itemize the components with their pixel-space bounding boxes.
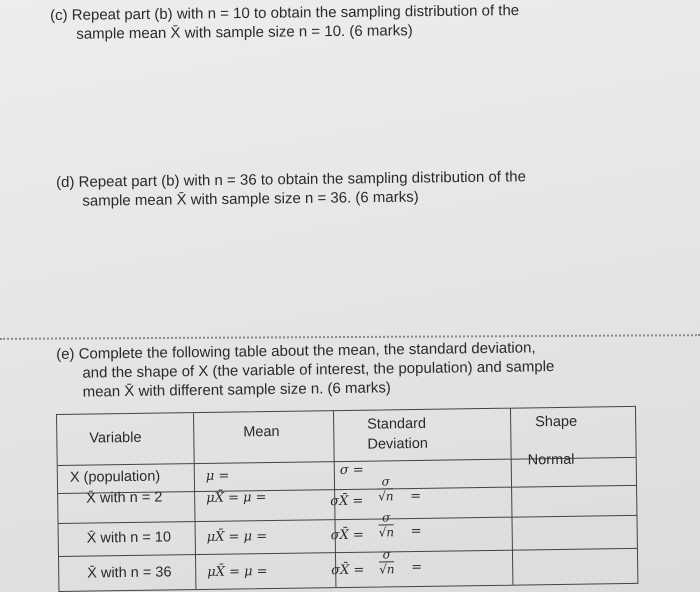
row2-sd-lhs: σX̄ =	[330, 493, 364, 510]
table-col-divider	[510, 409, 513, 585]
row4-variable: X̄ with n = 36	[87, 564, 172, 582]
question-e	[56, 338, 555, 402]
table-col-divider	[193, 413, 196, 589]
question-e-line3: mean X̄ with different sample size n. (6 marks)	[82, 379, 391, 401]
question-c-line1: (c) Repeat part (b) with n = 10 to obtain the sampling distribution of the	[50, 2, 520, 24]
header-variable: Variable	[89, 429, 142, 447]
header-shape: Shape	[535, 413, 578, 431]
row2-variable: X̄ with n = 2	[86, 489, 163, 507]
question-e-line1: (e) Complete the following table about the mean, the standard deviation,	[56, 339, 536, 363]
table-row-divider	[59, 515, 637, 524]
row3-sd-denominator: √n	[378, 525, 395, 540]
row2-sd-numerator: σ	[378, 474, 394, 489]
row1-variable: X (population)	[69, 468, 161, 486]
row3-mean: μX̄ = μ =	[206, 529, 268, 545]
question-d-line1: (d) Repeat part (b) with n = 36 to obtain the sampling distribution of the	[56, 168, 527, 191]
row3-sd-numerator: σ	[378, 510, 394, 525]
row3-sd-fraction	[378, 510, 394, 539]
row4-mean: μX̄ = μ =	[207, 564, 268, 580]
question-c-line2: sample mean X̄ with sample size n = 10. (6 marks)	[76, 22, 413, 43]
row2-mean: μX̄ = μ =	[206, 490, 267, 506]
row1-shape: Normal	[527, 451, 575, 469]
row4-sd-equals: =	[411, 559, 423, 576]
summary-table	[56, 406, 638, 592]
row2-sd-fraction	[378, 474, 394, 503]
question-d-line2: sample mean X̄ with sample size n = 36. (6 marks)	[82, 188, 419, 210]
dotted-separator	[0, 334, 700, 340]
row4-sd-numerator: σ	[379, 547, 395, 562]
row1-mean: μ =	[205, 468, 230, 484]
table-row-divider	[59, 548, 637, 557]
row1-sd: σ =	[339, 462, 364, 479]
row3-sd-equals: =	[410, 523, 422, 540]
header-sd-line1: Standard	[367, 415, 427, 433]
row4-sd-fraction	[379, 547, 395, 576]
row3-sd-lhs: σX̄ =	[330, 527, 364, 544]
question-d	[56, 167, 526, 211]
row4-sd-lhs: σX̄ =	[331, 562, 365, 579]
row4-sd-denominator: √n	[379, 562, 395, 577]
row2-sd-equals: =	[410, 488, 422, 505]
header-sd-line2: Deviation	[367, 435, 429, 453]
question-c	[50, 1, 519, 44]
header-mean: Mean	[243, 423, 280, 441]
row2-sd-denominator: √n	[378, 489, 394, 504]
question-e-line2: and the shape of X (the variable of interest, the population) and sample	[82, 358, 555, 382]
row3-variable: X̄ with n = 10	[86, 529, 172, 547]
